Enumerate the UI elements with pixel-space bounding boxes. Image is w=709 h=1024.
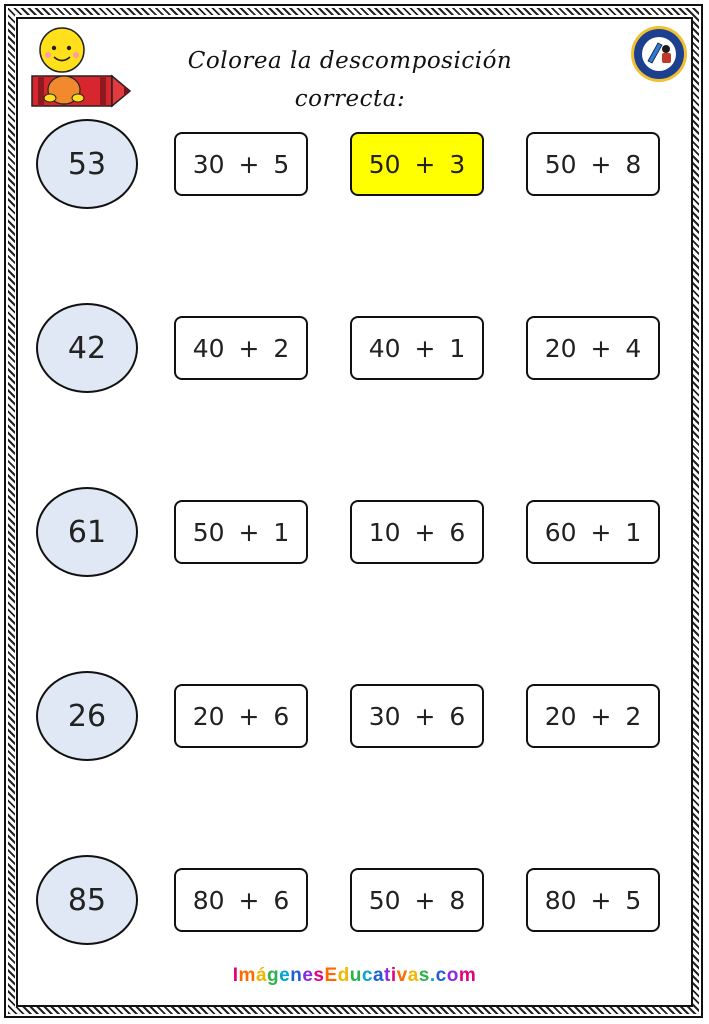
target-number: 42 xyxy=(36,303,138,393)
option-box[interactable]: 20 + 6 xyxy=(174,684,308,748)
page-title xyxy=(150,42,550,118)
option-box[interactable]: 30 + 5 xyxy=(174,132,308,196)
title-line-1: Colorea la descomposición xyxy=(187,48,513,74)
target-number: 53 xyxy=(36,119,138,209)
option-box[interactable]: 80 + 6 xyxy=(174,868,308,932)
option-box[interactable]: 80 + 5 xyxy=(526,868,660,932)
option-box-selected[interactable]: 50 + 3 xyxy=(350,132,484,196)
target-number: 85 xyxy=(36,855,138,945)
target-number: 61 xyxy=(36,487,138,577)
option-box[interactable]: 30 + 6 xyxy=(350,684,484,748)
option-box[interactable]: 40 + 2 xyxy=(174,316,308,380)
imagenes-educativas-logo xyxy=(630,25,688,83)
exercise-row xyxy=(0,117,709,217)
option-box[interactable]: 20 + 2 xyxy=(526,684,660,748)
option-box[interactable]: 40 + 1 xyxy=(350,316,484,380)
option-box[interactable]: 10 + 6 xyxy=(350,500,484,564)
option-box[interactable]: 20 + 4 xyxy=(526,316,660,380)
target-number: 26 xyxy=(36,671,138,761)
footer-text: ImágenesEducativas.com xyxy=(232,965,477,986)
title-line-2: correcta: xyxy=(294,86,406,112)
option-box[interactable]: 50 + 8 xyxy=(350,868,484,932)
exercise-row xyxy=(0,853,709,953)
option-box[interactable]: 50 + 1 xyxy=(174,500,308,564)
exercise-row xyxy=(0,485,709,585)
exercise-row xyxy=(0,301,709,401)
option-box[interactable]: 60 + 1 xyxy=(526,500,660,564)
footer-website xyxy=(0,965,709,987)
crayon-character-icon xyxy=(26,24,136,114)
exercise-row xyxy=(0,669,709,769)
option-box[interactable]: 50 + 8 xyxy=(526,132,660,196)
